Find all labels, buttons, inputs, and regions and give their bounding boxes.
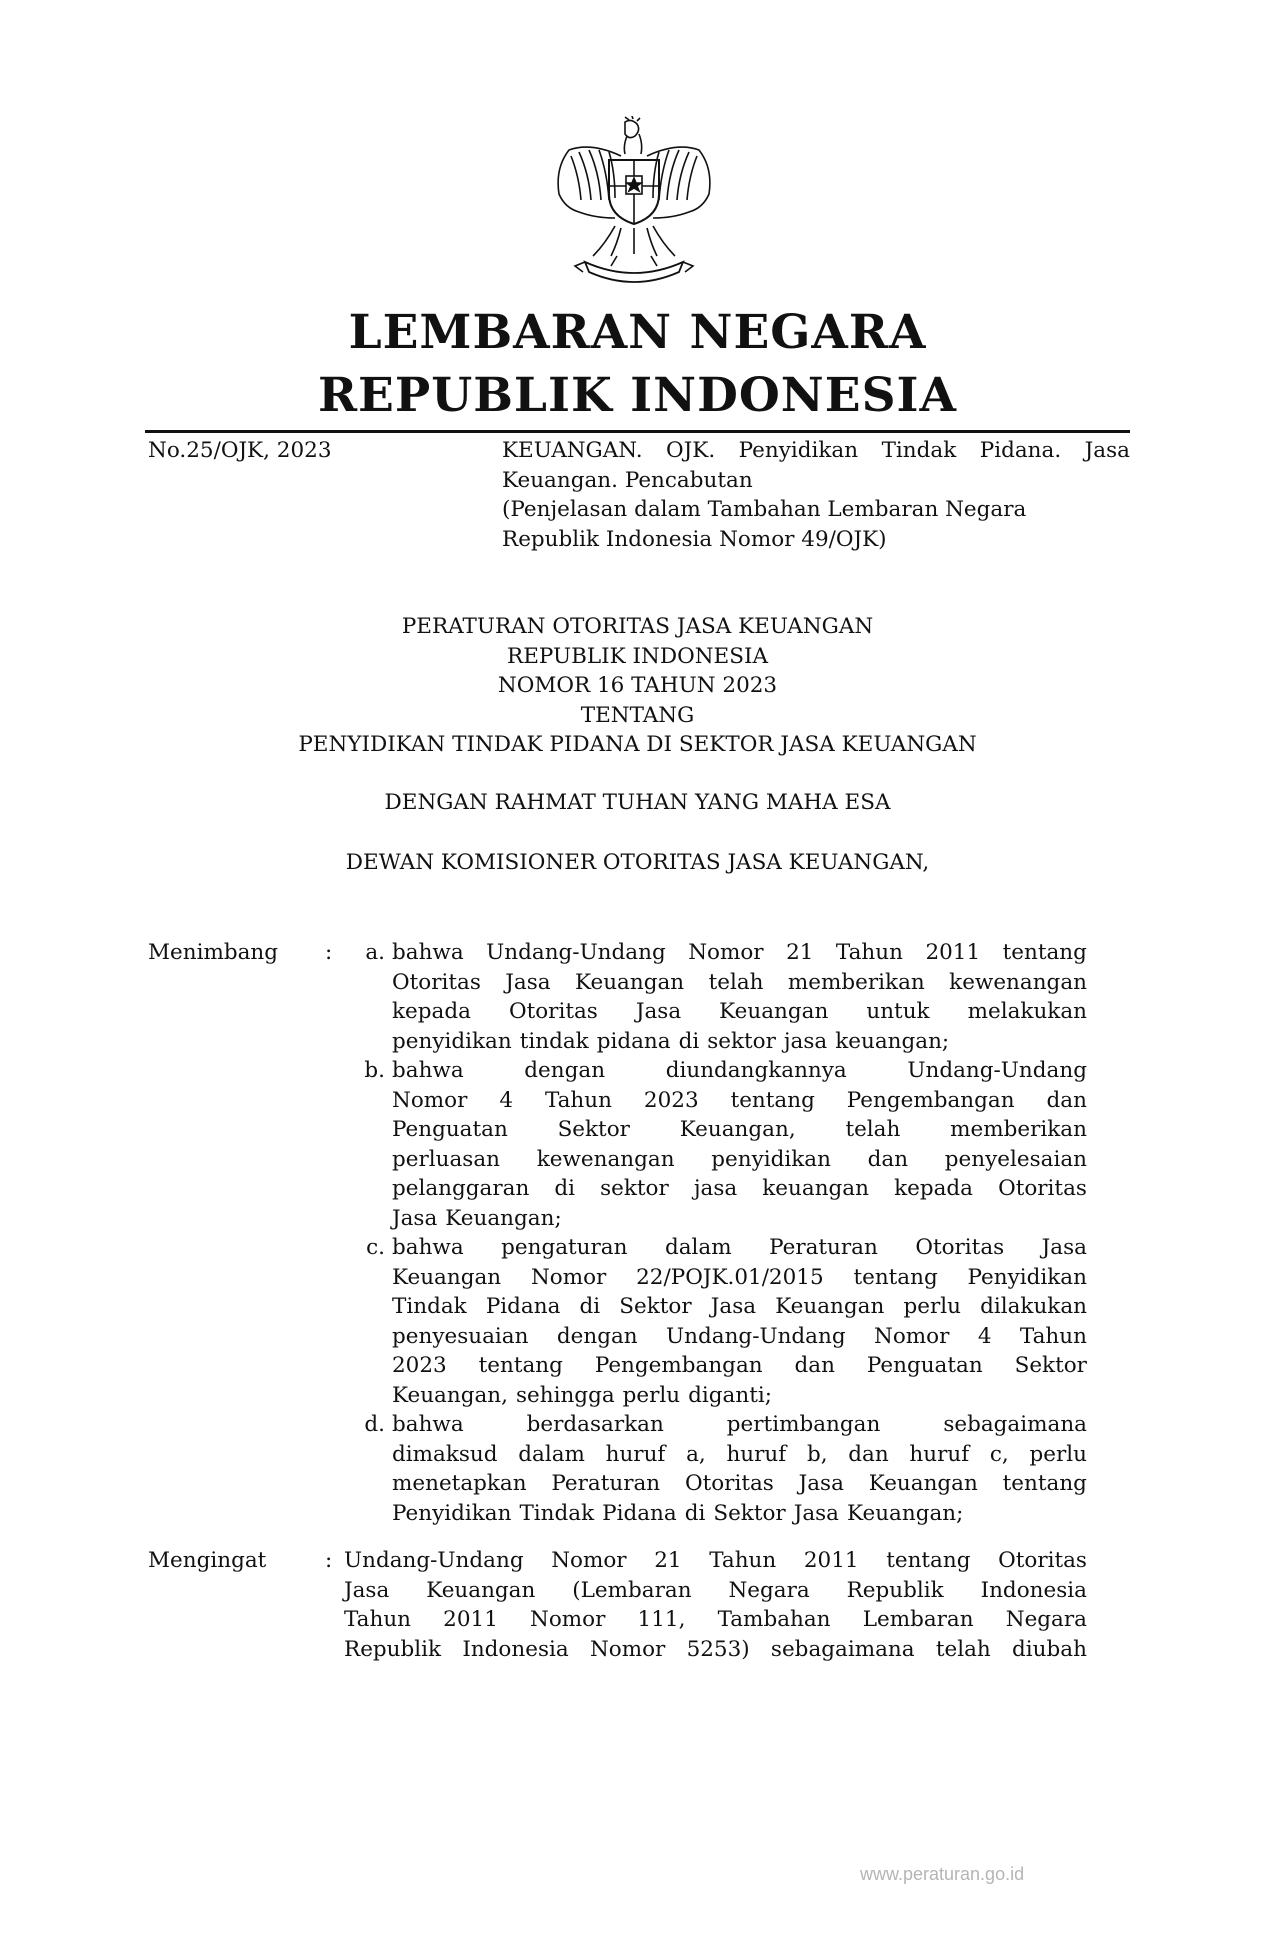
word: Lembaran <box>862 1607 974 1632</box>
word: huruf <box>605 1441 666 1467</box>
word: 2023 <box>392 1353 447 1378</box>
word: Jasa <box>344 1577 390 1603</box>
regulation-title-line: PENYIDIKAN TINDAK PIDANA DI SEKTOR JASA KEUANGAN <box>298 732 977 757</box>
word: pengaturan <box>501 1235 628 1260</box>
item-line <box>392 1322 1087 1352</box>
word: OJK. <box>666 438 716 463</box>
word: perlu <box>622 1382 681 1408</box>
word: 2023 <box>643 1087 699 1113</box>
word: Nomor <box>589 1636 666 1662</box>
word: keuangan <box>762 1176 869 1201</box>
word: di <box>579 1294 601 1319</box>
word: pelanggaran <box>392 1176 530 1201</box>
menimbang-item-letter: b. <box>364 1058 385 1083</box>
word: Jasa <box>635 999 682 1024</box>
word: diganti; <box>688 1382 772 1408</box>
invocation: DENGAN RAHMAT TUHAN YANG MAHA ESA <box>384 790 891 815</box>
item-line <box>392 938 1087 968</box>
word: Keuangan <box>426 1577 536 1603</box>
word: a, <box>686 1441 706 1467</box>
description-line <box>502 436 1130 466</box>
word: bahwa <box>392 940 464 965</box>
word: jasa <box>693 1176 738 1201</box>
item-line <box>392 1292 1087 1322</box>
word: di <box>684 1500 706 1526</box>
menimbang-item-letter: a. <box>365 940 385 965</box>
word: bahwa <box>392 1412 464 1437</box>
word: Keuangan <box>775 1294 885 1319</box>
word: Otoritas <box>508 999 598 1024</box>
word: Otoritas <box>998 1176 1087 1201</box>
word: penyelesaian <box>944 1146 1087 1172</box>
word: Otoritas <box>392 969 481 995</box>
word: Sektor <box>1014 1353 1087 1378</box>
word: telah <box>845 1117 901 1142</box>
word: Jasa <box>793 1500 839 1526</box>
word: Peraturan <box>769 1235 878 1260</box>
word: penyidikan <box>711 1146 831 1172</box>
word: Penyidikan <box>738 438 859 463</box>
item-line <box>392 1056 1087 1086</box>
word: Undang-Undang <box>344 1548 524 1573</box>
word: sektor <box>600 1176 669 1201</box>
word: pertimbangan <box>726 1412 881 1437</box>
word: Penguatan <box>866 1353 983 1378</box>
word: Jasa <box>1041 1235 1087 1260</box>
word: perlu <box>903 1294 961 1319</box>
garuda-pancasila-emblem-icon <box>555 116 713 286</box>
word: Pengembangan <box>594 1353 763 1378</box>
item-line <box>392 968 1087 998</box>
word: menetapkan <box>392 1471 527 1496</box>
word: Undang-Undang <box>666 1323 846 1349</box>
word: Jasa <box>505 969 551 995</box>
word: tentang <box>730 1087 815 1113</box>
word: Tahun <box>1019 1323 1087 1349</box>
word: diubah <box>1012 1636 1087 1662</box>
item-line <box>392 1086 1087 1116</box>
word: Jasa <box>392 1205 438 1231</box>
mengingat-line <box>344 1605 1087 1635</box>
word: diundangkannya <box>665 1058 847 1083</box>
menimbang-item-letter: c. <box>366 1235 385 1260</box>
word: Tahun <box>544 1087 612 1113</box>
description-line: (Penjelasan dalam Tambahan Lembaran Negara <box>502 497 1027 522</box>
word: untuk <box>866 999 930 1024</box>
mengingat-line <box>344 1546 1087 1576</box>
word: Keuangan <box>868 1471 978 1496</box>
menimbang-item-d <box>392 1410 1087 1528</box>
word: dan <box>867 1146 909 1172</box>
word: tentang <box>1002 1471 1087 1496</box>
mengingat-label: Mengingat <box>148 1548 267 1573</box>
word: Indonesia <box>462 1636 569 1662</box>
word: 2011 <box>803 1548 859 1573</box>
word: (Lembaran <box>572 1577 692 1603</box>
menimbang-colon: : <box>325 940 333 965</box>
regulation-title-line: TENTANG <box>580 702 695 728</box>
word: Nomor <box>530 1607 606 1632</box>
word: Keuangan, <box>679 1117 796 1142</box>
regulation-title-line: PERATURAN OTORITAS JASA KEUANGAN <box>401 614 874 639</box>
item-line <box>392 1440 1087 1470</box>
word: dan <box>848 1441 889 1467</box>
word: di <box>678 1028 700 1054</box>
item-line <box>392 1410 1087 1440</box>
item-line <box>392 1115 1087 1145</box>
word: Sektor <box>557 1117 630 1142</box>
word: sehingga <box>515 1382 615 1408</box>
item-line <box>392 997 1087 1027</box>
word: dilakukan <box>980 1294 1087 1319</box>
word: Jasa <box>798 1471 844 1496</box>
word: sektor <box>707 1028 776 1054</box>
mengingat-text <box>344 1546 1087 1664</box>
word: Pidana <box>485 1294 561 1319</box>
word: 22/POJK.01/2015 <box>636 1264 824 1290</box>
item-line <box>392 1351 1087 1381</box>
menimbang-item-letter: d. <box>364 1412 385 1437</box>
word: 21 <box>786 940 814 965</box>
regulation-title <box>145 612 1130 760</box>
item-line <box>392 1145 1087 1175</box>
word: Pengembangan <box>846 1087 1015 1113</box>
word: Tindak <box>519 1500 595 1526</box>
word: Tindak <box>392 1294 467 1319</box>
word: Otoritas <box>998 1548 1087 1573</box>
regulation-title-line: REPUBLIK INDONESIA <box>507 643 768 669</box>
word: 5253) <box>686 1636 750 1662</box>
item-line <box>392 1499 1087 1529</box>
word: 4 <box>499 1087 513 1113</box>
word: tentang <box>478 1353 563 1378</box>
word: huruf <box>726 1441 787 1467</box>
issuing-authority: DEWAN KOMISIONER OTORITAS JASA KEUANGAN, <box>345 850 930 875</box>
website-watermark: www.peraturan.go.id <box>860 1864 1025 1884</box>
word: Pidana <box>602 1500 677 1526</box>
word: Nomor <box>530 1264 607 1290</box>
word: Nomor <box>551 1548 627 1573</box>
word: 2011 <box>925 940 981 965</box>
word: Nomor <box>392 1087 468 1113</box>
word: Otoritas <box>684 1471 774 1496</box>
item-line <box>392 1233 1087 1263</box>
word: kepada <box>392 999 471 1024</box>
word: Tahun <box>835 940 903 965</box>
word: dengan <box>524 1058 606 1083</box>
word: dan <box>1046 1087 1087 1113</box>
word: sebagaimana <box>770 1636 915 1662</box>
description-line: Keuangan. Pencabutan <box>502 467 753 493</box>
menimbang-label: Menimbang <box>148 940 279 965</box>
word: tentang <box>886 1548 971 1573</box>
item-line <box>392 1204 1087 1234</box>
word: Keuangan; <box>847 1500 964 1526</box>
word: perlu <box>1029 1441 1087 1467</box>
word: keuangan; <box>835 1028 950 1054</box>
word: jasa <box>783 1028 828 1054</box>
word: Negara <box>1005 1607 1087 1632</box>
gazette-description <box>502 436 1130 554</box>
word: Sektor <box>619 1294 692 1319</box>
word: c, <box>989 1441 1009 1467</box>
item-line <box>392 1381 1087 1411</box>
word: Republik <box>344 1636 442 1662</box>
word: Tindak <box>881 438 957 463</box>
word: bahwa <box>392 1058 464 1083</box>
regulation-title-line: NOMOR 16 TAHUN 2023 <box>497 673 778 698</box>
word: Sektor <box>713 1500 786 1526</box>
word: Jasa <box>1084 438 1130 463</box>
word: Indonesia <box>980 1577 1087 1603</box>
word: kepada <box>894 1176 973 1201</box>
word: Undang-Undang <box>907 1058 1087 1083</box>
item-line <box>392 1174 1087 1204</box>
word: memberikan <box>787 969 925 995</box>
word: Peraturan <box>551 1471 661 1496</box>
word: melakukan <box>967 999 1087 1024</box>
word: berdasarkan <box>526 1412 664 1437</box>
word: di <box>554 1176 576 1201</box>
word: Penyidikan <box>392 1500 512 1526</box>
word: 4 <box>977 1323 992 1349</box>
word: kewenangan <box>949 969 1087 995</box>
mengingat-line <box>344 1635 1087 1665</box>
word: Undang-Undang <box>486 940 666 965</box>
word: Pidana. <box>979 438 1062 463</box>
mengingat-line <box>344 1576 1087 1606</box>
masthead-subtitle: REPUBLIK INDONESIA <box>317 368 957 423</box>
word: dimaksud <box>392 1441 498 1467</box>
word: Tahun <box>709 1548 777 1573</box>
word: Republik <box>846 1577 944 1603</box>
word: huruf <box>909 1441 970 1467</box>
word: penyidikan <box>392 1028 512 1054</box>
header-divider <box>145 430 1130 433</box>
word: b, <box>806 1441 828 1467</box>
word: penyesuaian <box>392 1323 529 1349</box>
word: Tambahan <box>717 1607 831 1632</box>
item-line <box>392 1469 1087 1499</box>
word: perluasan <box>392 1146 501 1172</box>
item-line <box>392 1263 1087 1293</box>
menimbang-item-a <box>392 938 1087 1056</box>
word: Penyidikan <box>967 1264 1087 1290</box>
word: pidana <box>596 1028 671 1054</box>
word: Keuangan <box>575 969 685 995</box>
word: telah <box>708 969 764 995</box>
word: bahwa <box>392 1235 464 1260</box>
word: Negara <box>728 1577 810 1603</box>
word: Nomor <box>688 940 764 965</box>
word: dan <box>794 1353 835 1378</box>
item-line <box>392 1027 1087 1057</box>
word: Otoritas <box>915 1235 1005 1260</box>
word: 111, <box>637 1607 686 1632</box>
word: Tahun <box>344 1607 412 1632</box>
word: tentang <box>853 1264 938 1290</box>
word: Keuangan, <box>392 1382 508 1408</box>
word: dengan <box>556 1323 638 1349</box>
word: dalam <box>518 1441 585 1467</box>
gazette-number: No.25/OJK, 2023 <box>148 438 332 463</box>
word: Penguatan <box>392 1117 508 1142</box>
menimbang-item-b <box>392 1056 1087 1233</box>
word: Jasa <box>710 1294 757 1319</box>
word: tindak <box>519 1028 589 1054</box>
word: sebagaimana <box>943 1412 1087 1437</box>
word: dalam <box>664 1235 732 1260</box>
word: kewenangan <box>536 1146 675 1172</box>
word: Keuangan; <box>445 1205 562 1231</box>
mengingat-colon: : <box>325 1548 333 1573</box>
word: 21 <box>654 1548 682 1573</box>
word: telah <box>935 1636 991 1662</box>
word: tentang <box>1002 940 1087 965</box>
masthead-title: LEMBARAN NEGARA <box>348 305 927 360</box>
description-line: Republik Indonesia Nomor 49/OJK) <box>502 526 887 552</box>
word: Keuangan <box>392 1264 502 1290</box>
word: Nomor <box>874 1323 950 1349</box>
menimbang-item-c <box>392 1233 1087 1410</box>
word: memberikan <box>950 1117 1087 1142</box>
word: Keuangan <box>719 999 829 1024</box>
word: 2011 <box>443 1607 498 1632</box>
word: KEUANGAN. <box>502 438 643 463</box>
